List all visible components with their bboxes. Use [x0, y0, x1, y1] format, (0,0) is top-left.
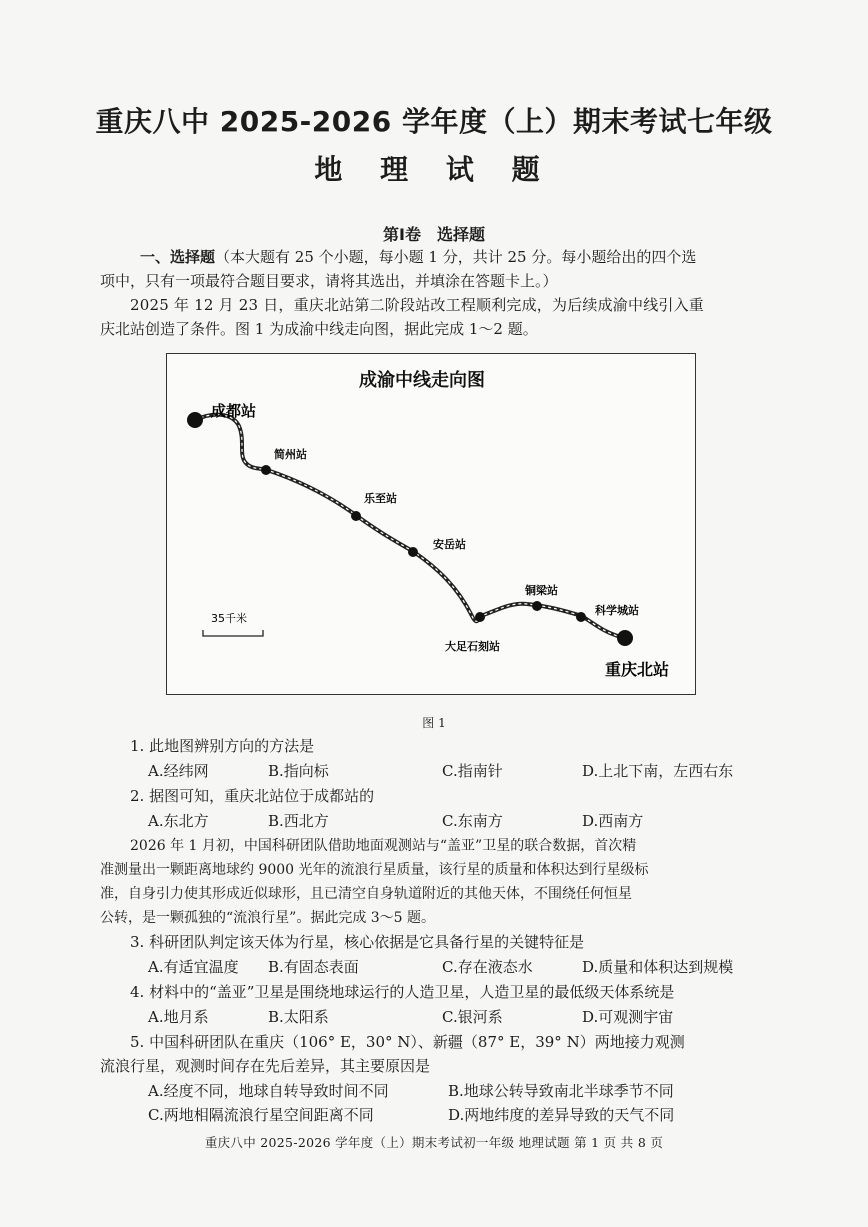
- q4-option-c: C.银河系: [442, 1008, 503, 1026]
- q1-option-a: A.经纬网: [148, 762, 209, 780]
- railway-line: [195, 415, 625, 638]
- q1-option-b: B.指向标: [268, 762, 329, 780]
- q2-option-c: C.东南方: [442, 812, 503, 830]
- q3-option-c: C.存在液态水: [442, 958, 533, 976]
- figure-caption: 图 1: [422, 716, 446, 730]
- q5-option-c: C.两地相隔流浪行星空间距离不同: [148, 1106, 374, 1124]
- passage2-line-2: 准测量出一颗距离地球约 9000 光年的流浪行星质量，该行星的质量和体积达到行星级标: [100, 862, 649, 878]
- question-2-stem: 2. 据图可知，重庆北站位于成都站的: [130, 787, 375, 805]
- q5-option-b: B.地球公转导致南北半球季节不同: [448, 1082, 674, 1100]
- q3-option-a: A.有适宜温度: [148, 958, 239, 976]
- route-map: [166, 353, 696, 695]
- q3-option-d: D.质量和体积达到规模: [582, 958, 734, 976]
- exam-title: 重庆八中 2025-2026 学年度（上）期末考试七年级: [95, 105, 773, 138]
- station-dot-anyue: [408, 547, 418, 557]
- station-dot-kexuecheng: [576, 612, 586, 622]
- page-footer: 重庆八中 2025-2026 学年度（上）期末考试初一年级 地理试题 第 1 页 共 8 页: [204, 1135, 664, 1150]
- q5-option-a: A.经度不同，地球自转导致时间不同: [148, 1082, 389, 1100]
- section-title: 第Ⅰ卷 选择题: [383, 225, 485, 244]
- station-dot-chongqingbei: [617, 630, 633, 646]
- station-dot-jianzhou: [261, 465, 271, 475]
- q4-option-d: D.可观测宇宙: [582, 1008, 674, 1026]
- instruction-line-1: [140, 245, 696, 269]
- q1-option-c: C.指南针: [442, 762, 503, 780]
- map-title: 成渝中线走向图: [359, 370, 485, 391]
- question-5-stem-line-1: 5. 中国科研团队在重庆（106° E，30° N）、新疆（87° E，39° N）两地接力观测: [130, 1033, 685, 1051]
- instruction-line-2: 项中，只有一项最符合题目要求，请将其选出，并填涂在答题卡上。）: [100, 272, 558, 290]
- instruction-text: （本大题有 25 个小题，每小题 1 分，共计 25 分。每小题给出的四个选: [215, 248, 697, 266]
- station-label-chengdu: 成都站: [211, 402, 257, 420]
- station-label-chongqingbei: 重庆北站: [605, 660, 670, 679]
- q2-option-a: A.东北方: [148, 812, 209, 830]
- passage1-line-1: 2025 年 12 月 23 日，重庆北站第二阶段站改工程顺利完成，为后续成渝中线引入重: [130, 296, 704, 314]
- station-label-kexuecheng: 科学城站: [595, 604, 639, 617]
- station-label-lezhi: 乐至站: [364, 492, 397, 505]
- subject-title: 地 理 试 题: [314, 153, 554, 186]
- station-dot-lezhi: [351, 511, 361, 521]
- route-map-svg: [167, 354, 697, 696]
- passage2-line-1: 2026 年 1 月初，中国科研团队借助地面观测站与“盖亚”卫星的联合数据，首次精: [130, 838, 637, 854]
- scale-bar-label: 35千米: [211, 612, 247, 625]
- q5-option-d: D.两地纬度的差异导致的天气不同: [448, 1106, 675, 1124]
- q2-option-d: D.西南方: [582, 812, 644, 830]
- question-4-stem: 4. 材料中的“盖亚”卫星是围绕地球运行的人造卫星，人造卫星的最低级天体系统是: [130, 983, 675, 1001]
- passage2-line-3: 准，自身引力使其形成近似球形，且已清空自身轨道附近的其他天体，不围绕任何恒星: [100, 886, 632, 902]
- station-dot-tongliang: [532, 601, 542, 611]
- station-label-anyue: 安岳站: [433, 538, 466, 551]
- instruction-label: 一、选择题: [140, 248, 216, 266]
- passage1-line-2: 庆北站创造了条件。图 1 为成渝中线走向图，据此完成 1～2 题。: [100, 320, 538, 338]
- passage2-line-4: 公转，是一颗孤独的“流浪行星”。据此完成 3～5 题。: [100, 910, 436, 926]
- q4-option-a: A.地月系: [148, 1008, 209, 1026]
- station-dot-chengdu: [187, 412, 203, 428]
- station-label-dazu: 大足石刻站: [445, 640, 500, 653]
- q1-option-d: D.上北下南，左西右东: [582, 762, 734, 780]
- question-3-stem: 3. 科研团队判定该天体为行星，核心依据是它具备行星的关键特征是: [130, 933, 585, 951]
- station-label-tongliang: 铜梁站: [525, 584, 558, 597]
- q3-option-b: B.有固态表面: [268, 958, 359, 976]
- q2-option-b: B.西北方: [268, 812, 329, 830]
- question-5-stem-line-2: 流浪行星，观测时间存在先后差异，其主要原因是: [100, 1057, 431, 1075]
- q4-option-b: B.太阳系: [268, 1008, 329, 1026]
- station-label-jianzhou: 简州站: [274, 448, 307, 461]
- station-dot-dazu: [475, 612, 485, 622]
- scale-bar: [203, 630, 263, 636]
- question-1-stem: 1. 此地图辨别方向的方法是: [130, 737, 315, 755]
